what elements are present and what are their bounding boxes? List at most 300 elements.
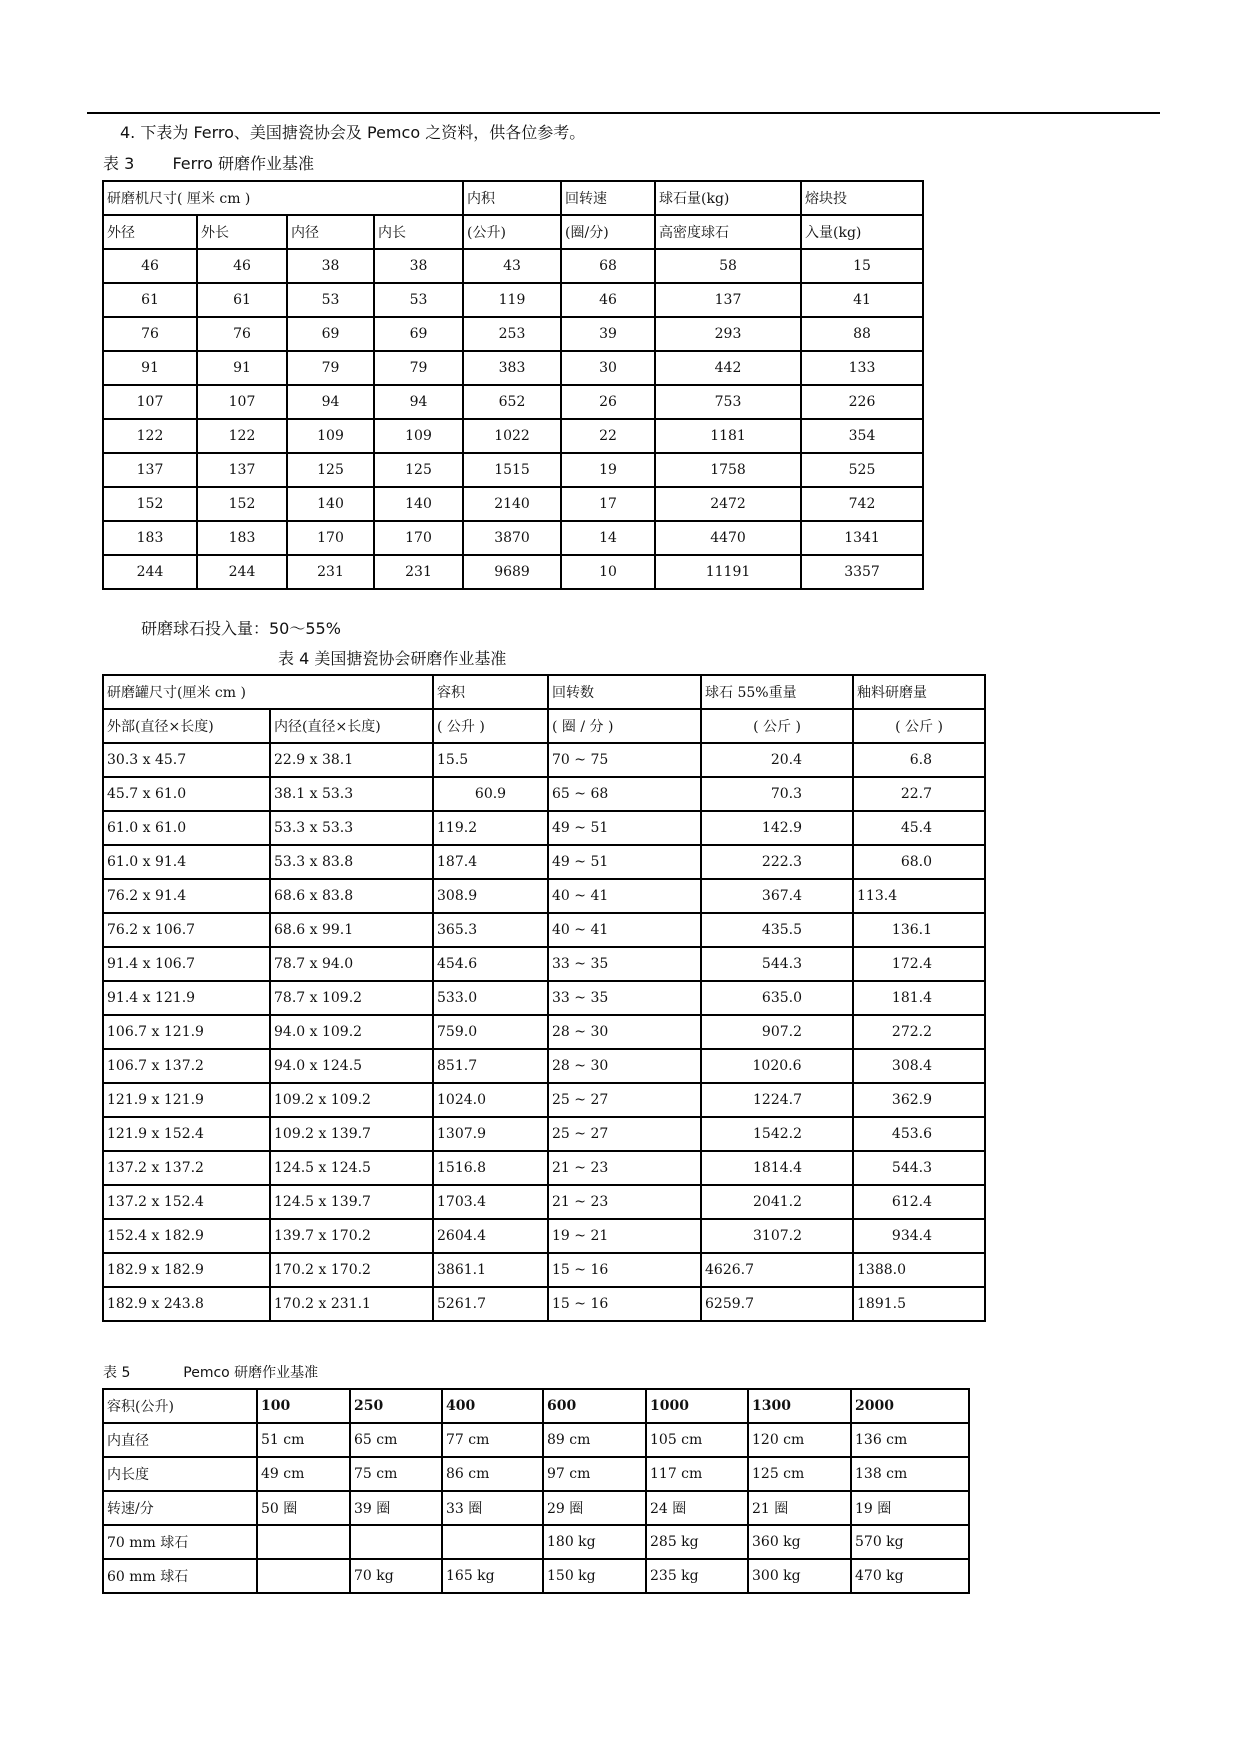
header-speed: 回转数 <box>548 675 701 709</box>
cell: 121.9 x 121.9 <box>103 1083 270 1117</box>
cell: 125 <box>287 453 374 487</box>
header-volume-unit: (公升) <box>463 215 561 249</box>
header-outer-diameter: 外径 <box>103 215 197 249</box>
cell: 435.5 <box>701 913 853 947</box>
table-row <box>103 487 923 521</box>
table-row <box>103 1015 985 1049</box>
header-ball-sub: 高密度球石 <box>655 215 801 249</box>
cell: 2604.4 <box>433 1219 548 1253</box>
table-row <box>103 555 923 589</box>
cell: 172.4 <box>853 947 985 981</box>
cell: 45.4 <box>853 811 985 845</box>
cell: 360 kg <box>748 1525 851 1559</box>
cell: 70 ~ 75 <box>548 743 701 777</box>
cell: 76.2 x 91.4 <box>103 879 270 913</box>
cell: 88 <box>801 317 923 351</box>
cell: 11191 <box>655 555 801 589</box>
header-glaze: 釉料研磨量 <box>853 675 985 709</box>
table3-note: 研磨球石投入量：50～55% <box>141 619 341 638</box>
cell: 182.9 x 182.9 <box>103 1253 270 1287</box>
cell: 15 <box>801 249 923 283</box>
header-ball-unit: ( 公斤 ) <box>701 709 853 743</box>
cell: 6.8 <box>853 743 985 777</box>
cell: 53 <box>374 283 463 317</box>
cell: 79 <box>374 351 463 385</box>
table-row <box>103 981 985 1015</box>
cell: 17 <box>561 487 655 521</box>
cell: 94.0 x 124.5 <box>270 1049 433 1083</box>
cell: 137 <box>103 453 197 487</box>
header-speed-unit: ( 圈 / 分 ) <box>548 709 701 743</box>
cell: 152.4 x 182.9 <box>103 1219 270 1253</box>
cell: 1307.9 <box>433 1117 548 1151</box>
cell: 533.0 <box>433 981 548 1015</box>
cell: 753 <box>655 385 801 419</box>
cell: 170.2 x 231.1 <box>270 1287 433 1321</box>
cell: 109.2 x 109.2 <box>270 1083 433 1117</box>
table-row <box>103 1083 985 1117</box>
cell: 2000 <box>851 1389 969 1423</box>
cell: 109 <box>374 419 463 453</box>
cell: 26 <box>561 385 655 419</box>
cell: 68.6 x 99.1 <box>270 913 433 947</box>
cell: 61.0 x 61.0 <box>103 811 270 845</box>
header-glaze-unit: ( 公斤 ) <box>853 709 985 743</box>
cell: 109.2 x 139.7 <box>270 1117 433 1151</box>
cell: 78.7 x 109.2 <box>270 981 433 1015</box>
table4 <box>102 674 986 1322</box>
table-row <box>103 453 923 487</box>
cell: 121.9 x 152.4 <box>103 1117 270 1151</box>
cell: 187.4 <box>433 845 548 879</box>
cell: 138 cm <box>851 1457 969 1491</box>
cell: 250 <box>350 1389 442 1423</box>
header-inner: 内径(直径×长度) <box>270 709 433 743</box>
cell: 231 <box>287 555 374 589</box>
cell: 61 <box>197 283 287 317</box>
cell: 600 <box>543 1389 646 1423</box>
cell: 51 cm <box>257 1423 350 1457</box>
cell: 76.2 x 106.7 <box>103 913 270 947</box>
cell: 38 <box>287 249 374 283</box>
cell <box>442 1525 543 1559</box>
table-row <box>103 1559 969 1593</box>
cell: 20.4 <box>701 743 853 777</box>
table4-header-row-1 <box>103 675 985 709</box>
cell: 182.9 x 243.8 <box>103 1287 270 1321</box>
cell: 49 ~ 51 <box>548 845 701 879</box>
header-outer-length: 外长 <box>197 215 287 249</box>
cell: 105 cm <box>646 1423 748 1457</box>
cell: 107 <box>103 385 197 419</box>
cell: 46 <box>561 283 655 317</box>
cell: 107 <box>197 385 287 419</box>
cell: 43 <box>463 249 561 283</box>
cell: 470 kg <box>851 1559 969 1593</box>
cell: 300 kg <box>748 1559 851 1593</box>
cell: 851.7 <box>433 1049 548 1083</box>
cell: 136.1 <box>853 913 985 947</box>
table5 <box>102 1388 970 1594</box>
table3 <box>102 180 924 590</box>
cell: 362.9 <box>853 1083 985 1117</box>
cell: 222.3 <box>701 845 853 879</box>
cell: 69 <box>374 317 463 351</box>
table-row <box>103 419 923 453</box>
header-mill-size: 研磨机尺寸( 厘米 cm ) <box>103 181 463 215</box>
cell: 76 <box>103 317 197 351</box>
cell: 68.6 x 83.8 <box>270 879 433 913</box>
cell: 253 <box>463 317 561 351</box>
cell: 122 <box>197 419 287 453</box>
cell: 150 kg <box>543 1559 646 1593</box>
cell: 109 <box>287 419 374 453</box>
cell: 53.3 x 83.8 <box>270 845 433 879</box>
cell: 30 <box>561 351 655 385</box>
cell: 742 <box>801 487 923 521</box>
cell: 65 cm <box>350 1423 442 1457</box>
cell: 46 <box>197 249 287 283</box>
cell: 21 ~ 23 <box>548 1185 701 1219</box>
cell: 68.0 <box>853 845 985 879</box>
cell: 183 <box>103 521 197 555</box>
cell: 383 <box>463 351 561 385</box>
cell: 635.0 <box>701 981 853 1015</box>
cell: 6259.7 <box>701 1287 853 1321</box>
table3-caption-number: 表 3 <box>103 154 135 173</box>
header-speed-unit: (圈/分) <box>561 215 655 249</box>
cell: 133 <box>801 351 923 385</box>
table-row <box>103 1219 985 1253</box>
cell: 100 <box>257 1389 350 1423</box>
cell: 1542.2 <box>701 1117 853 1151</box>
cell: 97 cm <box>543 1457 646 1491</box>
cell: 28 ~ 30 <box>548 1049 701 1083</box>
cell: 125 cm <box>748 1457 851 1491</box>
cell: 86 cm <box>442 1457 543 1491</box>
cell: 124.5 x 139.7 <box>270 1185 433 1219</box>
table3-header-row-2 <box>103 215 923 249</box>
cell: 170 <box>287 521 374 555</box>
cell: 75 cm <box>350 1457 442 1491</box>
cell: 40 ~ 41 <box>548 913 701 947</box>
cell: 77 cm <box>442 1423 543 1457</box>
cell: 652 <box>463 385 561 419</box>
cell: 53 <box>287 283 374 317</box>
cell <box>257 1525 350 1559</box>
cell: 136 cm <box>851 1423 969 1457</box>
cell: 140 <box>287 487 374 521</box>
cell: 152 <box>197 487 287 521</box>
cell: 61 <box>103 283 197 317</box>
header-frit-unit: 入量(kg) <box>801 215 923 249</box>
cell: 137.2 x 152.4 <box>103 1185 270 1219</box>
cell <box>350 1525 442 1559</box>
table-row <box>103 1117 985 1151</box>
header-volume: 内积 <box>463 181 561 215</box>
cell: 21 圈 <box>748 1491 851 1525</box>
cell: 308.4 <box>853 1049 985 1083</box>
cell: 170.2 x 170.2 <box>270 1253 433 1287</box>
cell: 1758 <box>655 453 801 487</box>
cell: 33 圈 <box>442 1491 543 1525</box>
table-row <box>103 743 985 777</box>
cell: 4626.7 <box>701 1253 853 1287</box>
cell: 78.7 x 94.0 <box>270 947 433 981</box>
table-row <box>103 249 923 283</box>
cell: 170 <box>374 521 463 555</box>
cell: 1814.4 <box>701 1151 853 1185</box>
cell: 293 <box>655 317 801 351</box>
cell: 365.3 <box>433 913 548 947</box>
cell: 50 圈 <box>257 1491 350 1525</box>
cell: 183 <box>197 521 287 555</box>
cell: 1703.4 <box>433 1185 548 1219</box>
cell: 30.3 x 45.7 <box>103 743 270 777</box>
cell: 70.3 <box>701 777 853 811</box>
table-row <box>103 845 985 879</box>
header-frit: 熔块投 <box>801 181 923 215</box>
cell: 226 <box>801 385 923 419</box>
table5-caption-number: 表 5 <box>103 1365 131 1381</box>
cell: 113.4 <box>853 879 985 913</box>
cell: 122 <box>103 419 197 453</box>
cell: 400 <box>442 1389 543 1423</box>
cell: 33 ~ 35 <box>548 981 701 1015</box>
cell: 119 <box>463 283 561 317</box>
cell: 570 kg <box>851 1525 969 1559</box>
header-outer: 外部(直径×长度) <box>103 709 270 743</box>
table3-caption <box>103 151 314 174</box>
cell: 内直径 <box>103 1423 257 1457</box>
cell: 119.2 <box>433 811 548 845</box>
cell: 106.7 x 137.2 <box>103 1049 270 1083</box>
cell: 165 kg <box>442 1559 543 1593</box>
cell: 120 cm <box>748 1423 851 1457</box>
table-row <box>103 1525 969 1559</box>
table-row <box>103 1253 985 1287</box>
table-row <box>103 811 985 845</box>
cell: 354 <box>801 419 923 453</box>
cell: 139.7 x 170.2 <box>270 1219 433 1253</box>
cell: 244 <box>103 555 197 589</box>
cell: 15 ~ 16 <box>548 1287 701 1321</box>
cell: 5261.7 <box>433 1287 548 1321</box>
top-rule <box>87 112 1160 114</box>
cell: 33 ~ 35 <box>548 947 701 981</box>
cell: 1020.6 <box>701 1049 853 1083</box>
cell: 3870 <box>463 521 561 555</box>
cell: 69 <box>287 317 374 351</box>
cell: 235 kg <box>646 1559 748 1593</box>
table-row <box>103 947 985 981</box>
cell: 19 ~ 21 <box>548 1219 701 1253</box>
table-row <box>103 879 985 913</box>
cell: 22 <box>561 419 655 453</box>
cell: 94 <box>374 385 463 419</box>
cell: 22.7 <box>853 777 985 811</box>
header-size: 研磨罐尺寸(厘米 cm ) <box>103 675 433 709</box>
cell: 3107.2 <box>701 1219 853 1253</box>
cell: 454.6 <box>433 947 548 981</box>
cell: 25 ~ 27 <box>548 1083 701 1117</box>
header-volume-unit: ( 公升 ) <box>433 709 548 743</box>
cell: 453.6 <box>853 1117 985 1151</box>
cell: 244 <box>197 555 287 589</box>
cell: 60 mm 球石 <box>103 1559 257 1593</box>
cell: 91 <box>197 351 287 385</box>
cell: 231 <box>374 555 463 589</box>
table-row <box>103 1185 985 1219</box>
table5-caption-title: Pemco 研磨作业基准 <box>183 1365 319 1381</box>
cell: 934.4 <box>853 1219 985 1253</box>
table3-header-row-1 <box>103 181 923 215</box>
header-ball: 球石 55%重量 <box>701 675 853 709</box>
table-row <box>103 1049 985 1083</box>
cell: 41 <box>801 283 923 317</box>
cell: 内长度 <box>103 1457 257 1491</box>
cell: 19 圈 <box>851 1491 969 1525</box>
cell: 49 ~ 51 <box>548 811 701 845</box>
cell: 70 kg <box>350 1559 442 1593</box>
cell: 1388.0 <box>853 1253 985 1287</box>
table-row <box>103 913 985 947</box>
cell: 容积(公升) <box>103 1389 257 1423</box>
cell: 46 <box>103 249 197 283</box>
cell <box>257 1559 350 1593</box>
intro-text: 4. 下表为 Ferro、美国搪瓷协会及 Pemco 之资料，供各位参考。 <box>120 123 586 142</box>
cell: 94 <box>287 385 374 419</box>
cell: 28 ~ 30 <box>548 1015 701 1049</box>
cell: 907.2 <box>701 1015 853 1049</box>
cell: 4470 <box>655 521 801 555</box>
cell: 142.9 <box>701 811 853 845</box>
cell: 14 <box>561 521 655 555</box>
cell: 442 <box>655 351 801 385</box>
cell: 61.0 x 91.4 <box>103 845 270 879</box>
cell: 68 <box>561 249 655 283</box>
cell: 137 <box>197 453 287 487</box>
cell: 124.5 x 124.5 <box>270 1151 433 1185</box>
cell: 89 cm <box>543 1423 646 1457</box>
table-row <box>103 1457 969 1491</box>
table-row <box>103 283 923 317</box>
cell: 1300 <box>748 1389 851 1423</box>
cell: 152 <box>103 487 197 521</box>
table3-caption-title: Ferro 研磨作业基准 <box>172 154 315 173</box>
cell: 70 mm 球石 <box>103 1525 257 1559</box>
cell: 1024.0 <box>433 1083 548 1117</box>
cell: 24 圈 <box>646 1491 748 1525</box>
cell: 2140 <box>463 487 561 521</box>
cell: 1341 <box>801 521 923 555</box>
cell: 38 <box>374 249 463 283</box>
cell: 3357 <box>801 555 923 589</box>
cell: 49 cm <box>257 1457 350 1491</box>
cell: 65 ~ 68 <box>548 777 701 811</box>
cell: 91 <box>103 351 197 385</box>
cell: 45.7 x 61.0 <box>103 777 270 811</box>
cell: 285 kg <box>646 1525 748 1559</box>
table5-caption <box>103 1362 318 1382</box>
table-row <box>103 317 923 351</box>
cell: 1224.7 <box>701 1083 853 1117</box>
cell: 94.0 x 109.2 <box>270 1015 433 1049</box>
cell: 58 <box>655 249 801 283</box>
cell: 544.3 <box>701 947 853 981</box>
cell: 181.4 <box>853 981 985 1015</box>
header-inner-length: 内长 <box>374 215 463 249</box>
cell: 53.3 x 53.3 <box>270 811 433 845</box>
cell: 76 <box>197 317 287 351</box>
cell: 25 ~ 27 <box>548 1117 701 1151</box>
header-ball: 球石量(kg) <box>655 181 801 215</box>
cell: 21 ~ 23 <box>548 1151 701 1185</box>
cell: 1000 <box>646 1389 748 1423</box>
cell: 1181 <box>655 419 801 453</box>
header-speed: 回转速 <box>561 181 655 215</box>
cell: 79 <box>287 351 374 385</box>
cell: 367.4 <box>701 879 853 913</box>
cell: 1516.8 <box>433 1151 548 1185</box>
cell: 180 kg <box>543 1525 646 1559</box>
cell: 1515 <box>463 453 561 487</box>
cell: 转速/分 <box>103 1491 257 1525</box>
cell: 2472 <box>655 487 801 521</box>
cell: 91.4 x 106.7 <box>103 947 270 981</box>
table-row <box>103 1151 985 1185</box>
cell: 612.4 <box>853 1185 985 1219</box>
table4-caption: 表 4 美国搪瓷协会研磨作业基准 <box>278 649 507 668</box>
header-volume: 容积 <box>433 675 548 709</box>
table4-header-row-2 <box>103 709 985 743</box>
cell: 117 cm <box>646 1457 748 1491</box>
cell: 272.2 <box>853 1015 985 1049</box>
cell: 525 <box>801 453 923 487</box>
table-row <box>103 521 923 555</box>
cell: 9689 <box>463 555 561 589</box>
table-row <box>103 1423 969 1457</box>
cell: 308.9 <box>433 879 548 913</box>
cell: 137.2 x 137.2 <box>103 1151 270 1185</box>
cell: 19 <box>561 453 655 487</box>
table-row <box>103 777 985 811</box>
cell: 39 <box>561 317 655 351</box>
cell: 1891.5 <box>853 1287 985 1321</box>
table-row <box>103 385 923 419</box>
cell: 38.1 x 53.3 <box>270 777 433 811</box>
cell: 91.4 x 121.9 <box>103 981 270 1015</box>
cell: 125 <box>374 453 463 487</box>
table-row <box>103 1287 985 1321</box>
cell: 15.5 <box>433 743 548 777</box>
cell: 40 ~ 41 <box>548 879 701 913</box>
cell: 544.3 <box>853 1151 985 1185</box>
cell: 140 <box>374 487 463 521</box>
cell: 15 ~ 16 <box>548 1253 701 1287</box>
table-row <box>103 351 923 385</box>
cell: 1022 <box>463 419 561 453</box>
table-row <box>103 1491 969 1525</box>
cell: 137 <box>655 283 801 317</box>
cell: 22.9 x 38.1 <box>270 743 433 777</box>
cell: 106.7 x 121.9 <box>103 1015 270 1049</box>
cell: 60.9 <box>433 777 548 811</box>
table-row <box>103 1389 969 1423</box>
cell: 759.0 <box>433 1015 548 1049</box>
cell: 10 <box>561 555 655 589</box>
cell: 39 圈 <box>350 1491 442 1525</box>
